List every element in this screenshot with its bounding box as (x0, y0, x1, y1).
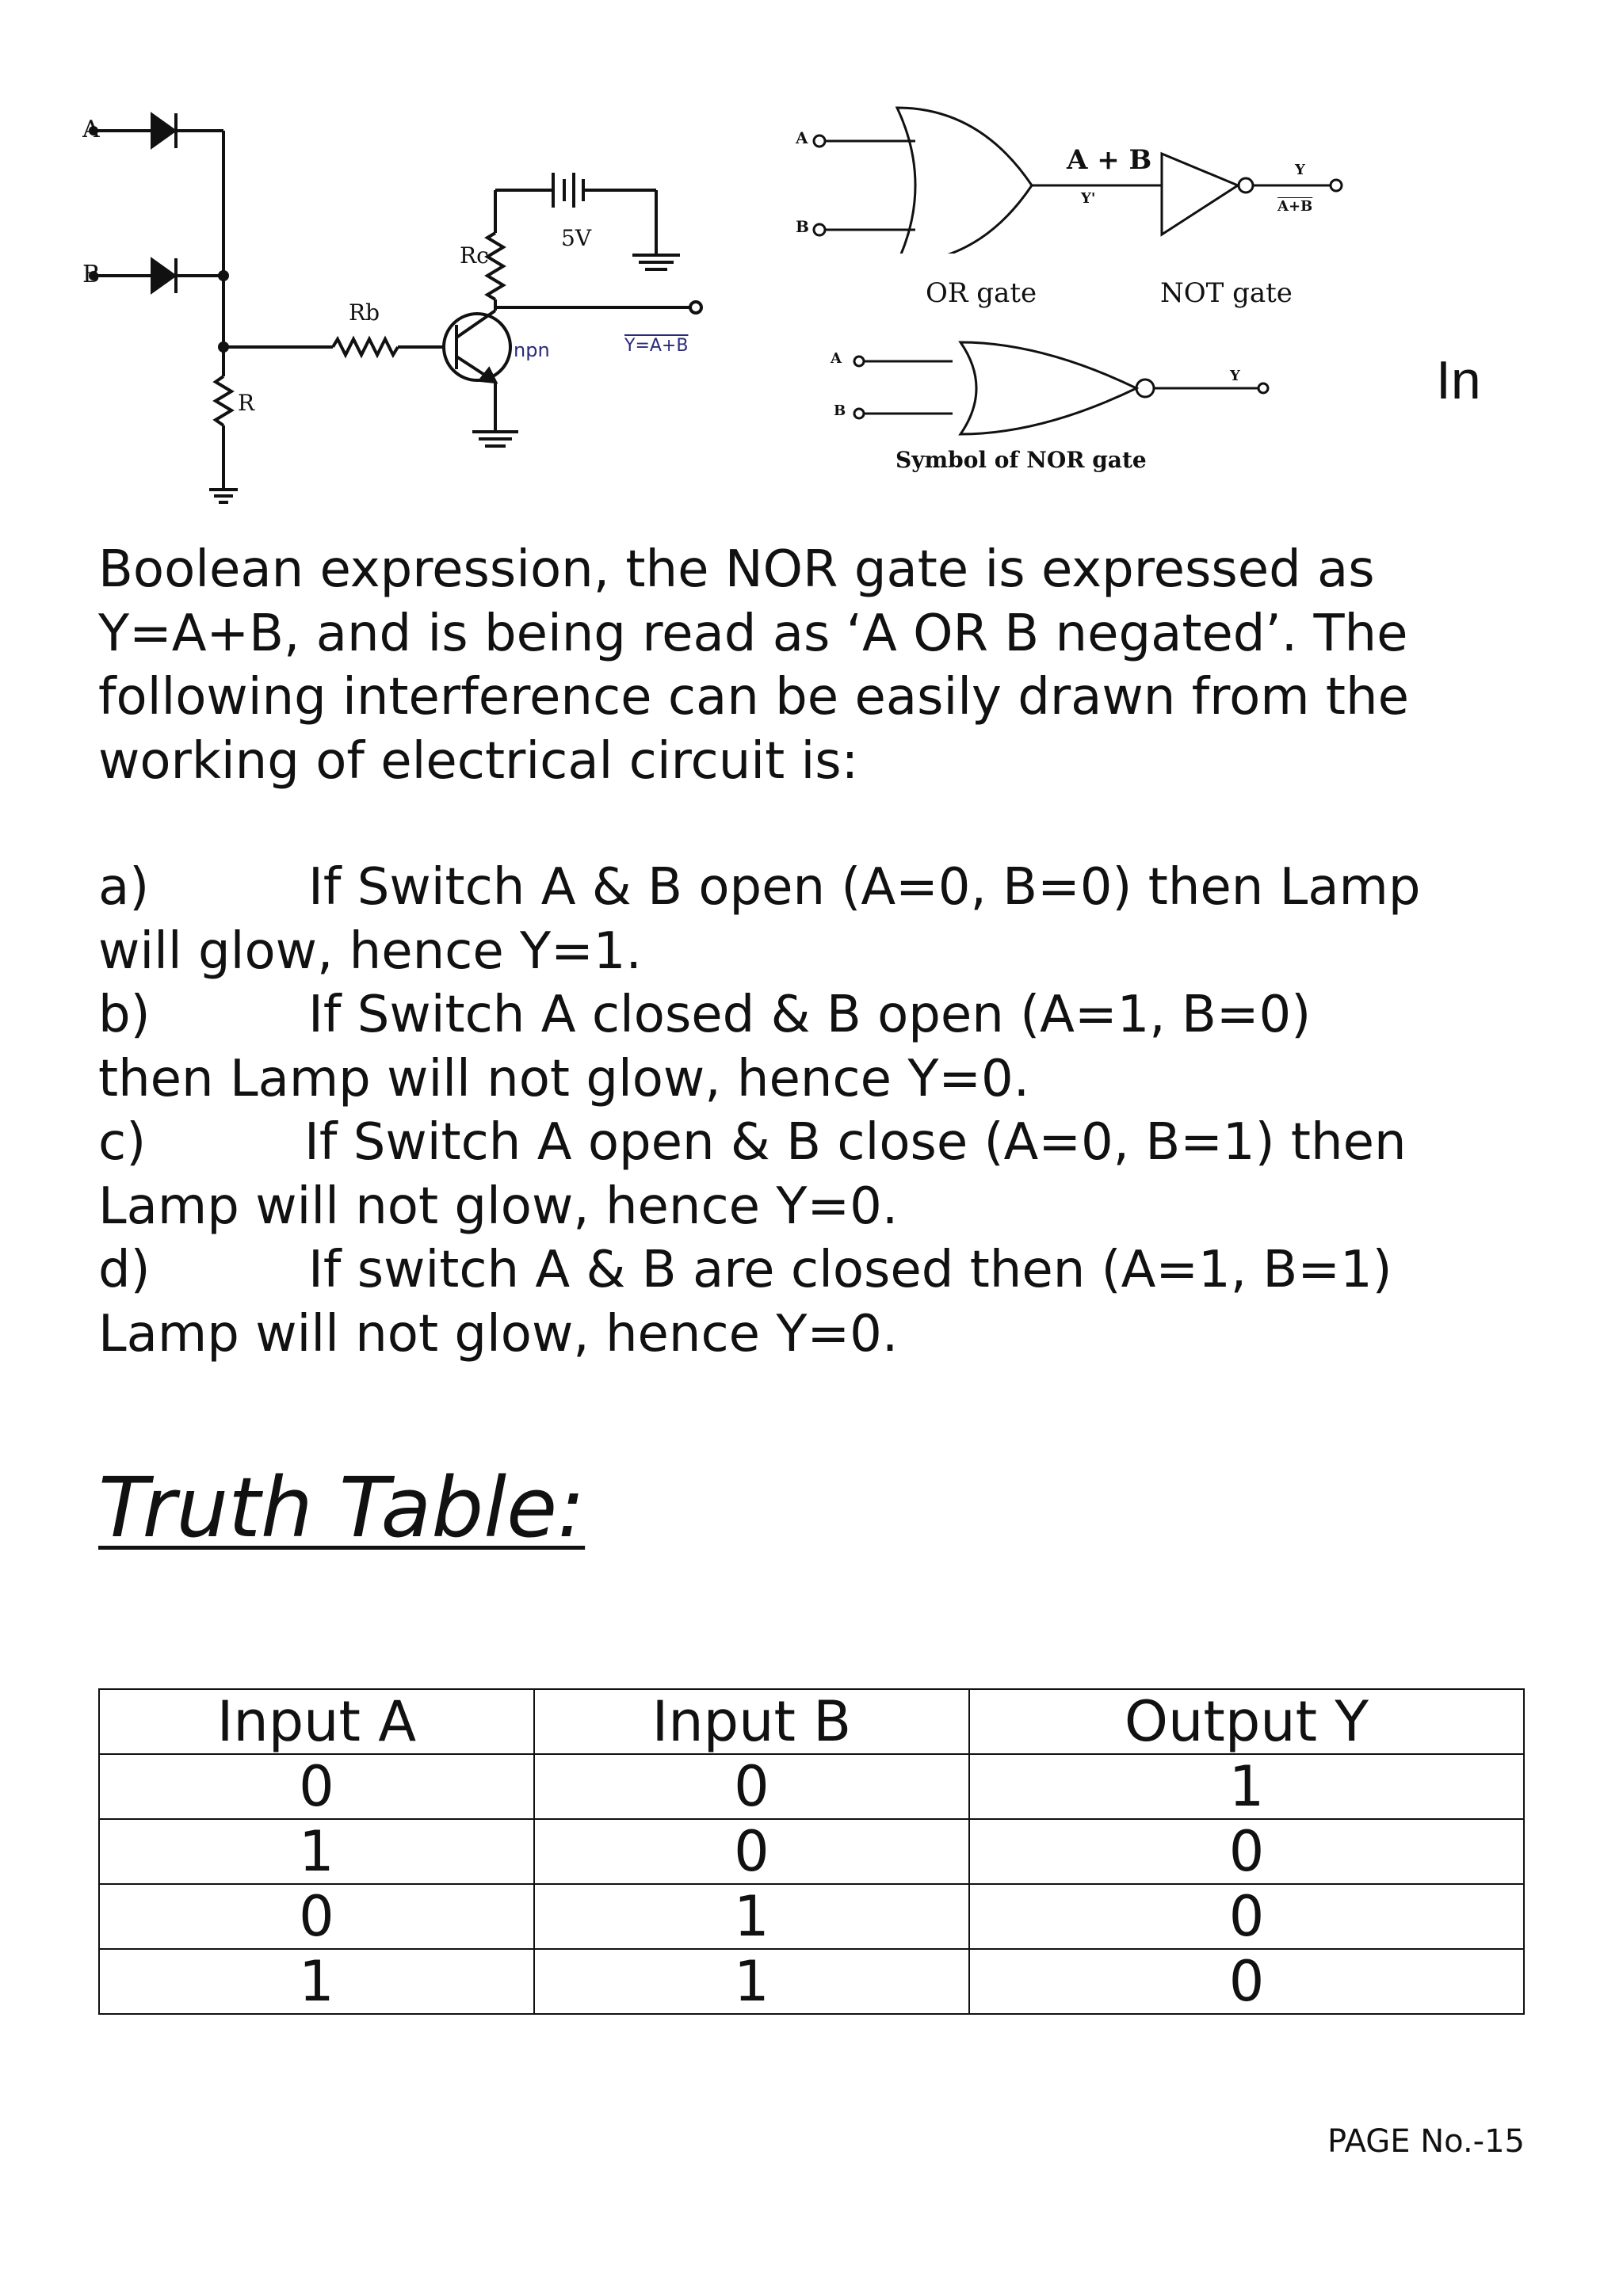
nor-circuit-diagram (79, 103, 713, 515)
list-item-label: b) (98, 986, 151, 1044)
list-item-label: a) (98, 858, 150, 917)
circuit-label-a: A (82, 116, 100, 143)
truth-table (98, 1688, 1525, 2015)
table-cell: 0 (99, 1754, 534, 1819)
list-item-text: If switch A & B are closed then (A=1, B=1) (308, 1241, 1392, 1299)
or-gate-output-expression: A + B (1067, 144, 1152, 176)
table-cell: 0 (969, 1949, 1524, 2014)
list-item-text: If Switch A open & B close (A=0, B=1) then (304, 1113, 1407, 1172)
list-item-label: c) (98, 1113, 147, 1172)
not-gate-caption: NOT gate (1160, 277, 1293, 309)
circuit-label-b: B (82, 261, 101, 288)
or-gate-output-prime: Y' (1081, 190, 1096, 207)
table-row (99, 1949, 1524, 2014)
table-cell: 0 (534, 1754, 969, 1819)
nor-gate-symbol (824, 333, 1300, 444)
list-item-continuation: Lamp will not glow, hence Y=0. (98, 1177, 899, 1236)
column-header: Input A (99, 1689, 534, 1754)
column-header: Input B (534, 1689, 969, 1754)
circuit-label-npn: npn (514, 339, 550, 361)
not-gate-output-y: Y (1295, 162, 1305, 178)
list-item-label: d) (98, 1241, 151, 1299)
table-cell: 1 (534, 1949, 969, 2014)
circuit-label-rb: Rb (349, 299, 380, 326)
table-row (99, 1884, 1524, 1949)
table-cell: 1 (99, 1819, 534, 1884)
or-gate-input-b: B (796, 217, 809, 236)
table-header-row (99, 1689, 1524, 1754)
paragraph-line: working of electrical circuit is: (98, 732, 859, 791)
list-item-text: If Switch A & B open (A=0, B=0) then Lamp (308, 858, 1421, 917)
list-item-continuation: will glow, hence Y=1. (98, 922, 642, 981)
table-cell: 0 (534, 1819, 969, 1884)
circuit-label-r: R (238, 390, 255, 416)
table-cell: 0 (969, 1884, 1524, 1949)
intro-word: In (1436, 350, 1481, 410)
table-cell: 1 (534, 1884, 969, 1949)
table-cell: 1 (969, 1754, 1524, 1819)
list-item-continuation: Lamp will not glow, hence Y=0. (98, 1305, 899, 1363)
table-cell: 1 (99, 1949, 534, 2014)
table-cell: 0 (969, 1819, 1524, 1884)
or-gate-caption: OR gate (926, 277, 1037, 309)
table-row (99, 1819, 1524, 1884)
circuit-label-voltage: 5V (561, 225, 592, 251)
circuit-label-rc: Rc (460, 242, 489, 269)
not-gate-output-expression: A+B (1277, 198, 1313, 215)
table-row (99, 1754, 1524, 1819)
or-gate-input-a: A (796, 128, 808, 147)
circuit-label-output: Y=A+B (624, 336, 689, 356)
list-item-text: If Switch A closed & B open (A=1, B=0) (308, 986, 1312, 1044)
nor-gate-input-a: A (831, 350, 842, 367)
paragraph-line: following interference can be easily drawn from the (98, 668, 1409, 727)
table-cell: 0 (99, 1884, 534, 1949)
column-header: Output Y (969, 1689, 1524, 1754)
nor-gate-input-b: B (834, 402, 846, 419)
truth-table-heading: Truth Table: (98, 1459, 586, 1556)
nor-gate-caption: Symbol of NOR gate (896, 447, 1147, 473)
paragraph-line: Y=A+B, and is being read as ‘A OR B negated’. The (98, 605, 1408, 663)
list-item-continuation: then Lamp will not glow, hence Y=0. (98, 1050, 1030, 1108)
nor-gate-output-y: Y (1230, 368, 1240, 384)
page-number: PAGE No.-15 (1327, 2123, 1525, 2160)
paragraph-line: Boolean expression, the NOR gate is expressed as (98, 540, 1375, 599)
